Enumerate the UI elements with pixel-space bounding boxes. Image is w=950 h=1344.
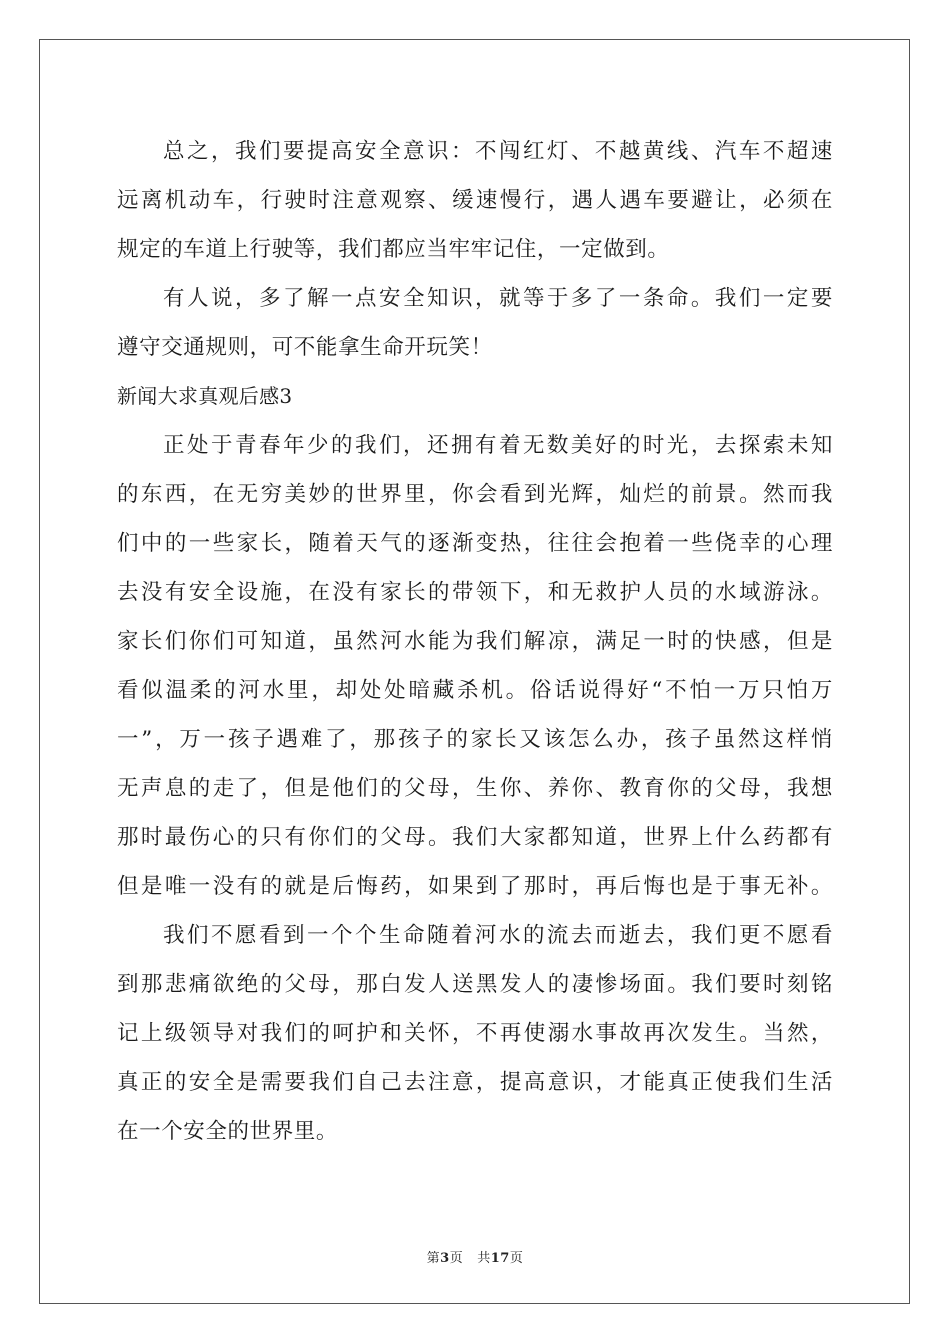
paragraph-4-line-4: 真正的安全是需要我们自己去注意，提高意识，才能真正使我们生活 bbox=[117, 1070, 833, 1095]
page-prefix: 第 bbox=[426, 1251, 441, 1266]
total-suffix: 页 bbox=[509, 1251, 524, 1266]
section-heading: 新闻大求真观后感3 bbox=[117, 384, 293, 408]
paragraph-2-line-2: 遵守交通规则，可不能拿生命开玩笑！ bbox=[117, 335, 493, 360]
page-suffix: 页 bbox=[449, 1251, 464, 1266]
paragraph-3-line-5: 家长们你们可知道，虽然河水能为我们解凉，满足一时的快感，但是 bbox=[117, 629, 833, 654]
page-footer bbox=[0, 1247, 950, 1266]
paragraph-3-line-9: 那时最伤心的只有你们的父母。我们大家都知道，世界上什么药都有 bbox=[117, 825, 833, 850]
total-prefix: 共 bbox=[477, 1251, 491, 1266]
paragraph-4-line-1: 我们不愿看到一个个生命随着河水的流去而逝去，我们更不愿看 bbox=[163, 923, 833, 948]
paragraph-1-line-2: 远离机动车，行驶时注意观察、缓速慢行，遇人遇车要避让，必须在 bbox=[117, 188, 833, 213]
paragraph-3-line-1: 正处于青春年少的我们，还拥有着无数美好的时光，去探索未知 bbox=[163, 433, 833, 458]
page-number: 3 bbox=[440, 1251, 450, 1266]
paragraph-1-line-3: 规定的车道上行驶等，我们都应当牢牢记住，一定做到。 bbox=[117, 237, 670, 262]
paragraph-3-line-10: 但是唯一没有的就是后悔药，如果到了那时，再后悔也是于事无补。 bbox=[117, 874, 833, 899]
paragraph-3-line-7: 一”，万一孩子遇难了，那孩子的家长又该怎么办，孩子虽然这样悄 bbox=[117, 727, 833, 752]
paragraph-4-line-3: 记上级领导对我们的呵护和关怀，不再使溺水事故再次发生。当然， bbox=[117, 1021, 833, 1046]
paragraph-4-line-2: 到那悲痛欲绝的父母，那白发人送黑发人的凄惨场面。我们要时刻铭 bbox=[117, 972, 833, 997]
paragraph-1-line-1: 总之，我们要提高安全意识：不闯红灯、不越黄线、汽车不超速 bbox=[163, 139, 833, 164]
paragraph-3-line-8: 无声息的走了，但是他们的父母，生你、养你、教育你的父母，我想 bbox=[117, 776, 833, 801]
paragraph-3-line-3: 们中的一些家长，随着天气的逐渐变热，往往会抱着一些侥幸的心理 bbox=[117, 531, 833, 556]
paragraph-2-line-1: 有人说，多了解一点安全知识，就等于多了一条命。我们一定要 bbox=[163, 286, 833, 311]
total-pages: 17 bbox=[490, 1251, 510, 1266]
paragraph-3-line-6: 看似温柔的河水里，却处处暗藏杀机。俗话说得好“不怕一万只怕万 bbox=[117, 678, 833, 703]
paragraph-3-line-4: 去没有安全设施，在没有家长的带领下，和无救护人员的水域游泳。 bbox=[117, 580, 833, 605]
paragraph-3-line-2: 的东西，在无穷美妙的世界里，你会看到光辉，灿烂的前景。然而我 bbox=[117, 482, 833, 507]
document-body bbox=[117, 127, 833, 1156]
paragraph-4-line-5: 在一个安全的世界里。 bbox=[117, 1119, 339, 1144]
